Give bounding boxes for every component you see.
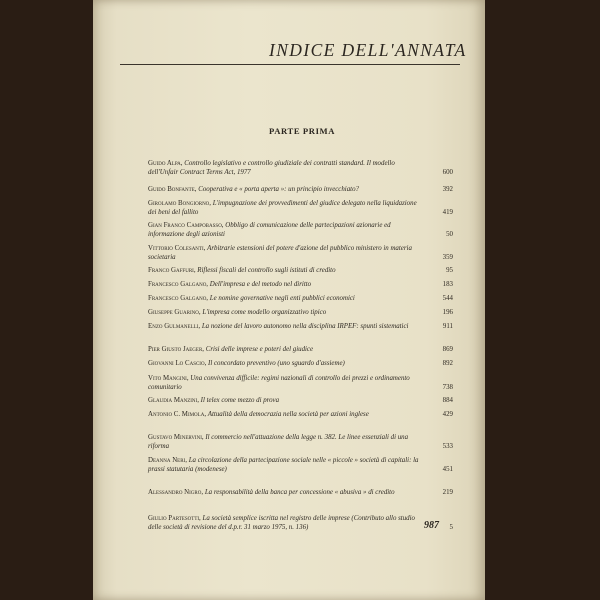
page-header-title: INDICE DELL'ANNATA	[269, 40, 467, 60]
entry-author: Guido Alpa,	[148, 160, 183, 167]
entry-title: Cooperativa e « porta aperta »: un principio invecchiato?	[198, 186, 359, 193]
entry-author: Francesco Galgano,	[148, 281, 209, 288]
entry-title: Attualità della democrazia nella società per azioni inglese	[207, 411, 369, 418]
index-entry	[148, 199, 453, 218]
entry-author: Enzo Gulmanelli,	[148, 323, 201, 330]
index-entry	[148, 294, 453, 303]
entry-page-number: 869	[442, 346, 453, 353]
entry-page-number: 5	[449, 524, 453, 532]
page-folio-number: 987	[424, 520, 439, 531]
entry-page-number: 359	[442, 254, 453, 262]
entry-title: Controllo legislativo e controllo giudiziale dei contratti standard. Il modello dell'Unfair Contract Terms Act, 1977	[148, 160, 395, 177]
entry-page-number: 911	[442, 323, 453, 330]
entry-author: Antonio C. Mimola,	[148, 411, 207, 418]
entry-author: Glaudia Manzini,	[148, 397, 199, 404]
entry-author: Deanna Neri,	[148, 457, 187, 464]
entry-page-number: 884	[442, 397, 453, 404]
entry-author: Guido Bonfante,	[148, 186, 197, 193]
entry-author: Pier Giusto Jaeger,	[148, 346, 205, 353]
index-entry	[148, 410, 453, 419]
index-entry	[148, 266, 453, 275]
entry-page-number: 533	[442, 443, 453, 451]
index-entry	[148, 374, 453, 393]
entry-author: Francesco Galgano,	[148, 295, 209, 302]
entry-page-number: 419	[442, 209, 453, 217]
entry-author: Gian Franco Campobasso,	[148, 222, 224, 229]
section-title: PARTE PRIMA	[269, 126, 336, 136]
entry-author: Girolamo Bongiorno,	[148, 200, 212, 207]
index-entry	[148, 280, 453, 289]
entry-title: Le nomine governative negli enti pubblici economici	[209, 295, 355, 302]
header-rule	[120, 64, 460, 65]
entry-author: Alessandro Nigro,	[148, 489, 204, 496]
entry-author: Giuseppe Guarino,	[148, 309, 201, 316]
entry-title: Una convivenza difficile: regimi nazionali di controllo dei prezzi e ordinamento comunitario	[148, 375, 410, 392]
entry-page-number: 183	[442, 281, 453, 288]
entry-title: L'impugnazione dei provvedimenti del giudice delegato nella liquidazione dei beni del fallito	[148, 200, 417, 217]
entry-page-number: 544	[442, 295, 453, 302]
entry-page-number: 392	[442, 186, 453, 193]
entry-page-number: 196	[442, 309, 453, 316]
entry-page-number: 219	[442, 489, 453, 496]
index-entry	[148, 396, 453, 405]
index-entry	[148, 185, 453, 194]
entry-title: Il telex come mezzo di prova	[200, 397, 280, 404]
entry-page-number: 95	[446, 267, 453, 274]
entry-title: Il concordato preventivo (uno sguardo d'assieme)	[208, 360, 345, 367]
entry-page-number: 429	[442, 411, 453, 418]
entry-title: L'impresa come modello organizzativo tipico	[202, 309, 327, 316]
index-entry	[148, 433, 453, 452]
index-entry	[148, 359, 453, 368]
entry-title: La nozione del lavoro autonomo nella disciplina IRPEF: spunti sistematici	[201, 323, 409, 330]
index-entry	[148, 345, 453, 354]
entry-author: Giulio Partesotti,	[148, 515, 201, 522]
index-entry	[148, 308, 453, 317]
entry-title: La responsabilità della banca per concessione « abusiva » di credito	[204, 489, 395, 496]
entry-page-number: 600	[442, 169, 453, 177]
entry-title: La società semplice iscritta nel registro delle imprese (Contributo allo studio delle società di revisione del d.p.r. 31 marzo 1975, n. 136)	[148, 515, 415, 532]
index-entry	[148, 322, 453, 331]
entry-author: Gustavo Minervini,	[148, 434, 204, 441]
entry-title: Riflessi fiscali del controllo sugli istituti di credito	[197, 267, 336, 274]
index-entry	[148, 456, 453, 475]
index-entry	[148, 244, 453, 263]
entry-title: Obbligo di comunicazione delle partecipazioni azionarie ed informazione degli azionisti	[148, 222, 391, 239]
entry-page-number: 50	[446, 231, 453, 239]
book-page	[93, 0, 485, 600]
entry-author: Vittorio Colesanti,	[148, 245, 206, 252]
entry-title: Crisi delle imprese e poteri del giudice	[205, 346, 314, 353]
entry-title: Dell'impresa e del metodo nel diritto	[209, 281, 312, 288]
index-entry	[148, 514, 453, 533]
entry-page-number: 451	[442, 466, 453, 474]
index-entry	[148, 488, 453, 497]
entry-author: Giovanni Lo Cascio,	[148, 360, 207, 367]
entry-title: Il commercio nell'attuazione della legge n. 382. Le linee essenziali di una riforma	[148, 434, 409, 451]
entry-author: Vito Mangini,	[148, 375, 189, 382]
entry-title: Arbitrarie estensioni del potere d'azione del pubblico ministero in materia societaria	[148, 245, 412, 262]
entry-author: Franco Gaffuri,	[148, 267, 196, 274]
entry-page-number: 738	[442, 384, 453, 392]
entry-page-number: 892	[442, 360, 453, 367]
entry-title: La circolazione della partecipazione sociale nelle « piccole » società di capitali: la prassi statutaria (modenese)	[148, 457, 419, 474]
index-entry	[148, 221, 453, 240]
index-entry	[148, 159, 453, 178]
